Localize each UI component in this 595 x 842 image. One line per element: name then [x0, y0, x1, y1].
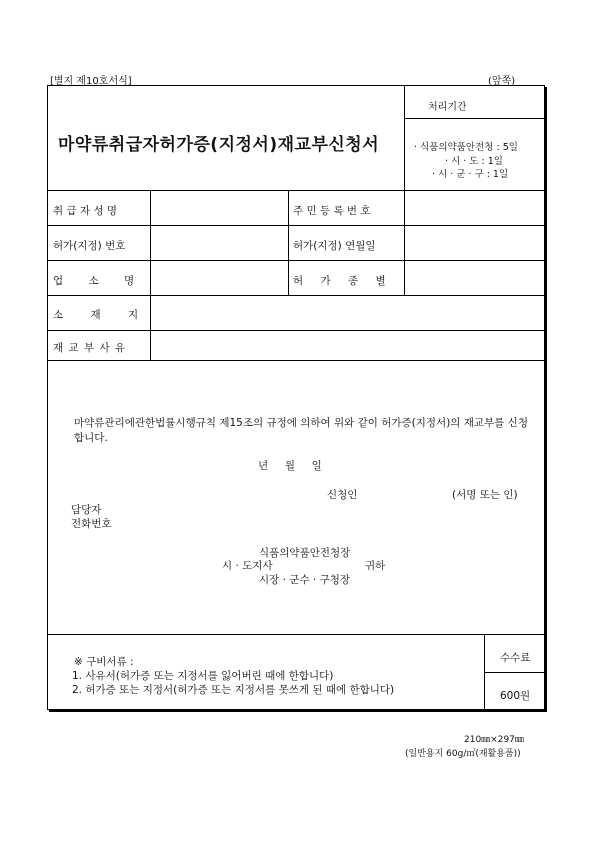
permit-no-field[interactable] — [152, 227, 286, 259]
row-divider — [47, 225, 545, 226]
col-divider — [404, 190, 405, 295]
resident-no-field[interactable] — [406, 192, 543, 224]
statement-text: 마약류관리에관한법률시행규칙 제15조의 규정에 의하여 위와 같이 허가증(지정서)의 재교부를 신청합니다. — [74, 417, 528, 444]
row-divider — [47, 360, 545, 361]
addressee-3: 시장 · 군수 · 구청장 — [259, 574, 351, 586]
permit-type-field[interactable] — [406, 262, 543, 294]
col-divider — [484, 634, 485, 710]
sign-label: (서명 또는 인) — [452, 489, 518, 501]
location-field[interactable] — [152, 297, 543, 329]
label-business-name: 업 소 명 — [53, 275, 135, 287]
date-line: 년 월 일 — [258, 460, 322, 472]
reason-field[interactable] — [152, 332, 543, 359]
fee-divider — [484, 672, 545, 673]
paper-size: 210㎜×297㎜ — [464, 735, 524, 745]
label-permit-no: 허가(지정) 번호 — [53, 240, 126, 252]
processing-label: 처리기간 — [428, 102, 467, 113]
page-side: (앞쪽) — [488, 76, 516, 87]
applicant-label: 신청인 — [327, 489, 358, 501]
col-divider — [288, 190, 289, 295]
addressee-1: 식품의약품안전청장 — [259, 547, 351, 559]
phone-label: 전화번호 — [71, 518, 112, 530]
addressee-suffix: 귀하 — [365, 560, 386, 572]
label-handler-name: 취 급 자 성 명 — [53, 205, 118, 217]
processing-line: · 식품의약품안전청 : 5일 — [414, 142, 518, 153]
processing-line: · 시 · 도 : 1일 — [445, 156, 503, 167]
officer-label: 담당자 — [71, 504, 102, 516]
proc-divider — [404, 118, 545, 119]
row-divider — [47, 295, 545, 296]
row-divider — [47, 190, 545, 191]
processing-line: · 시 · 군 · 구 : 1일 — [432, 169, 509, 180]
label-reason: 재 교 부 사 유 — [53, 342, 126, 354]
docs-item-2: 2. 허가증 또는 지정서(허가증 또는 지정서를 못쓰게 된 때에 한합니다) — [72, 684, 395, 696]
row-divider — [47, 634, 545, 635]
form-title: 마약류취급자허가증(지정서)재교부신청서 — [58, 135, 380, 155]
col-divider — [150, 190, 151, 360]
label-resident-no: 주 민 등 록 번 호 — [293, 205, 371, 217]
paper-type: (일반용지 60g/㎡(재활용품)) — [405, 749, 521, 759]
form-number: [별지 제10호서식] — [50, 76, 132, 87]
fee-amount: 600원 — [500, 690, 531, 702]
label-permit-date: 허가(지정) 연월일 — [293, 240, 376, 252]
label-permit-type: 허 가 종 별 — [293, 275, 386, 287]
addressee-2: 시 · 도지사 — [222, 560, 273, 572]
handler-name-field[interactable] — [152, 192, 286, 224]
row-divider — [47, 260, 545, 261]
col-divider — [404, 85, 405, 190]
permit-date-field[interactable] — [406, 227, 543, 259]
business-name-field[interactable] — [152, 262, 286, 294]
row-divider — [47, 330, 545, 331]
label-location: 소 재 지 — [53, 309, 139, 321]
docs-item-1: 1. 사유서(허가증 또는 지정서를 잃어버린 때에 한합니다) — [72, 670, 334, 682]
docs-head: ※ 구비서류 : — [74, 656, 134, 668]
fee-label: 수수료 — [500, 652, 531, 664]
